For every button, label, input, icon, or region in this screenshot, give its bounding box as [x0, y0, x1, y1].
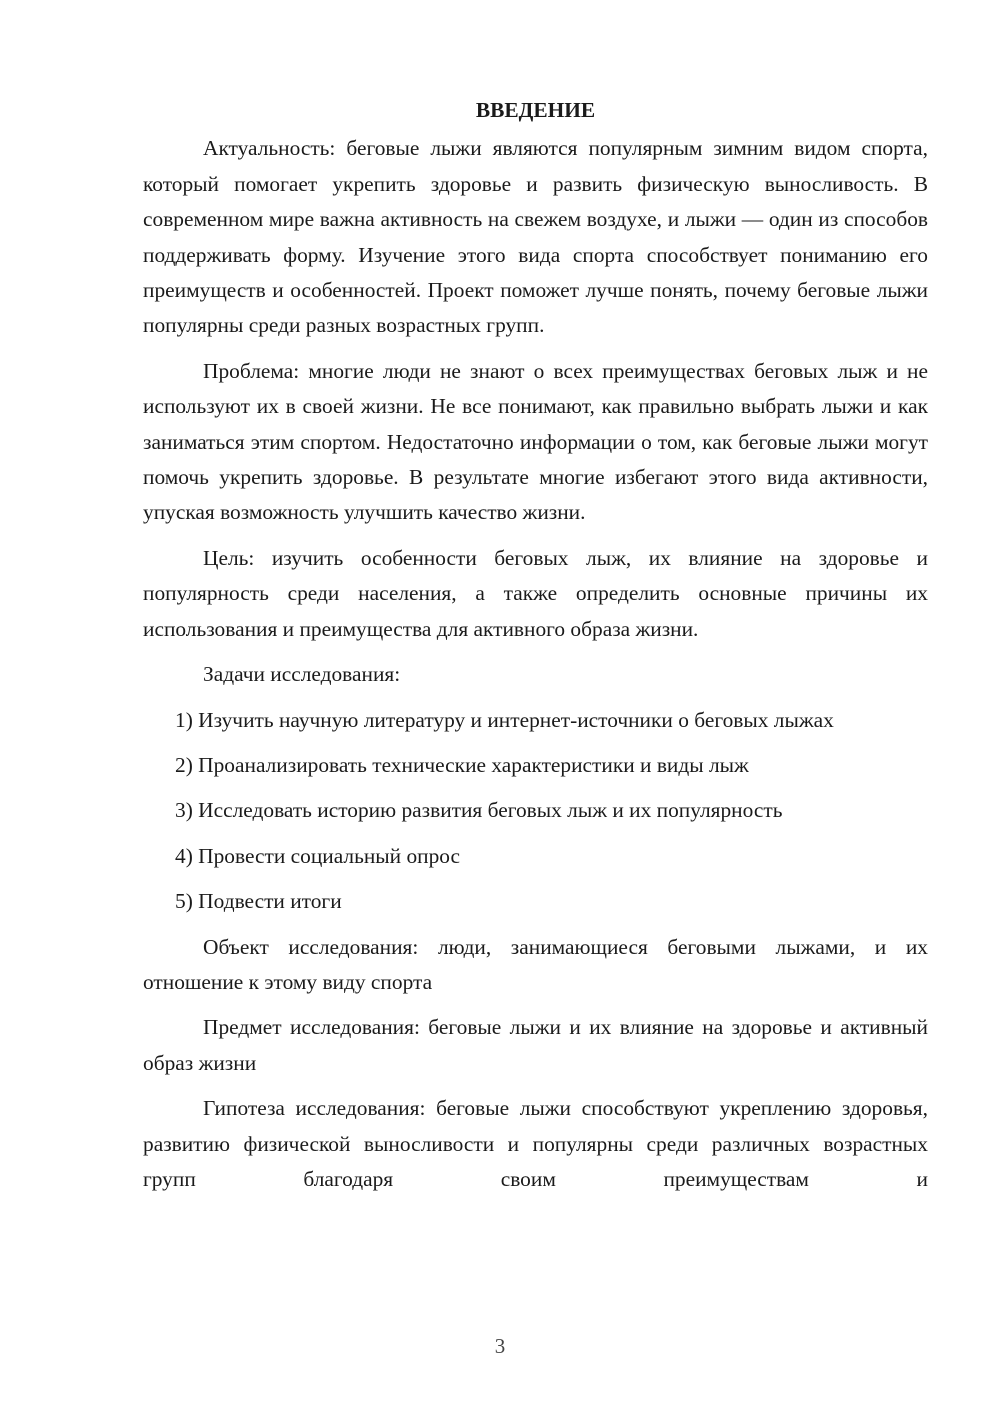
page-number: 3	[494, 1334, 506, 1358]
goal-paragraph: Цель: изучить особенности беговых лыж, их влияние на здоровье и популярность среди населения, а также определить основные причины их использования и преимущества для активного образа жизни.	[143, 545, 928, 641]
task-item: 3) Исследовать историю развития беговых лыж и их популярность	[175, 798, 783, 823]
tasks-heading: Задачи исследования:	[203, 662, 401, 687]
relevance-paragraph: Актуальность: беговые лыжи являются популярным зимним видом спорта, который помогает укрепить здоровье и развить физическую выносливость. В современном мире важна активность на свежем воздухе, и лыжи — один из способов поддерживать форму. Изучение этого вида спорта способствует пониманию его преимуществ и особенностей. Проект поможет лучше понять, почему беговые лыжи популярны среди разных возрастных групп.	[143, 136, 928, 338]
tasks-list	[143, 703, 928, 920]
problem-paragraph: Проблема: многие люди не знают о всех преимуществах беговых лыж и не используют их в своей жизни. Не все понимают, как правильно выбрать лыжи и как заниматься этим спортом. Недостаточно информации о том, как беговые лыжи могут помочь укрепить здоровье. В результате многие избегают этого вида активности, упуская возможность улучшить качество жизни.	[143, 358, 928, 525]
task-item: 4) Провести социальный опрос	[175, 843, 461, 868]
subject-paragraph: Предмет исследования: беговые лыжи и их влияние на здоровье и активный образ жизни	[143, 1015, 928, 1075]
task-item: 1) Изучить научную литературу и интернет-источники о беговых лыжах	[175, 707, 834, 732]
page-content	[143, 93, 928, 1197]
section-title: ВВЕДЕНИЕ	[475, 98, 596, 122]
task-item: 5) Подвести итоги	[175, 889, 342, 914]
task-item: 2) Проанализировать технические характеристики и виды лыж	[175, 752, 749, 777]
hypothesis-paragraph: Гипотеза исследования: беговые лыжи способствуют укреплению здоровья, развитию физической выносливости и популярны среди различных возрастных групп благодаря своим преимуществам и	[143, 1096, 928, 1191]
object-paragraph: Объект исследования: люди, занимающиеся беговыми лыжами, и их отношение к этому виду спорта	[143, 934, 928, 994]
